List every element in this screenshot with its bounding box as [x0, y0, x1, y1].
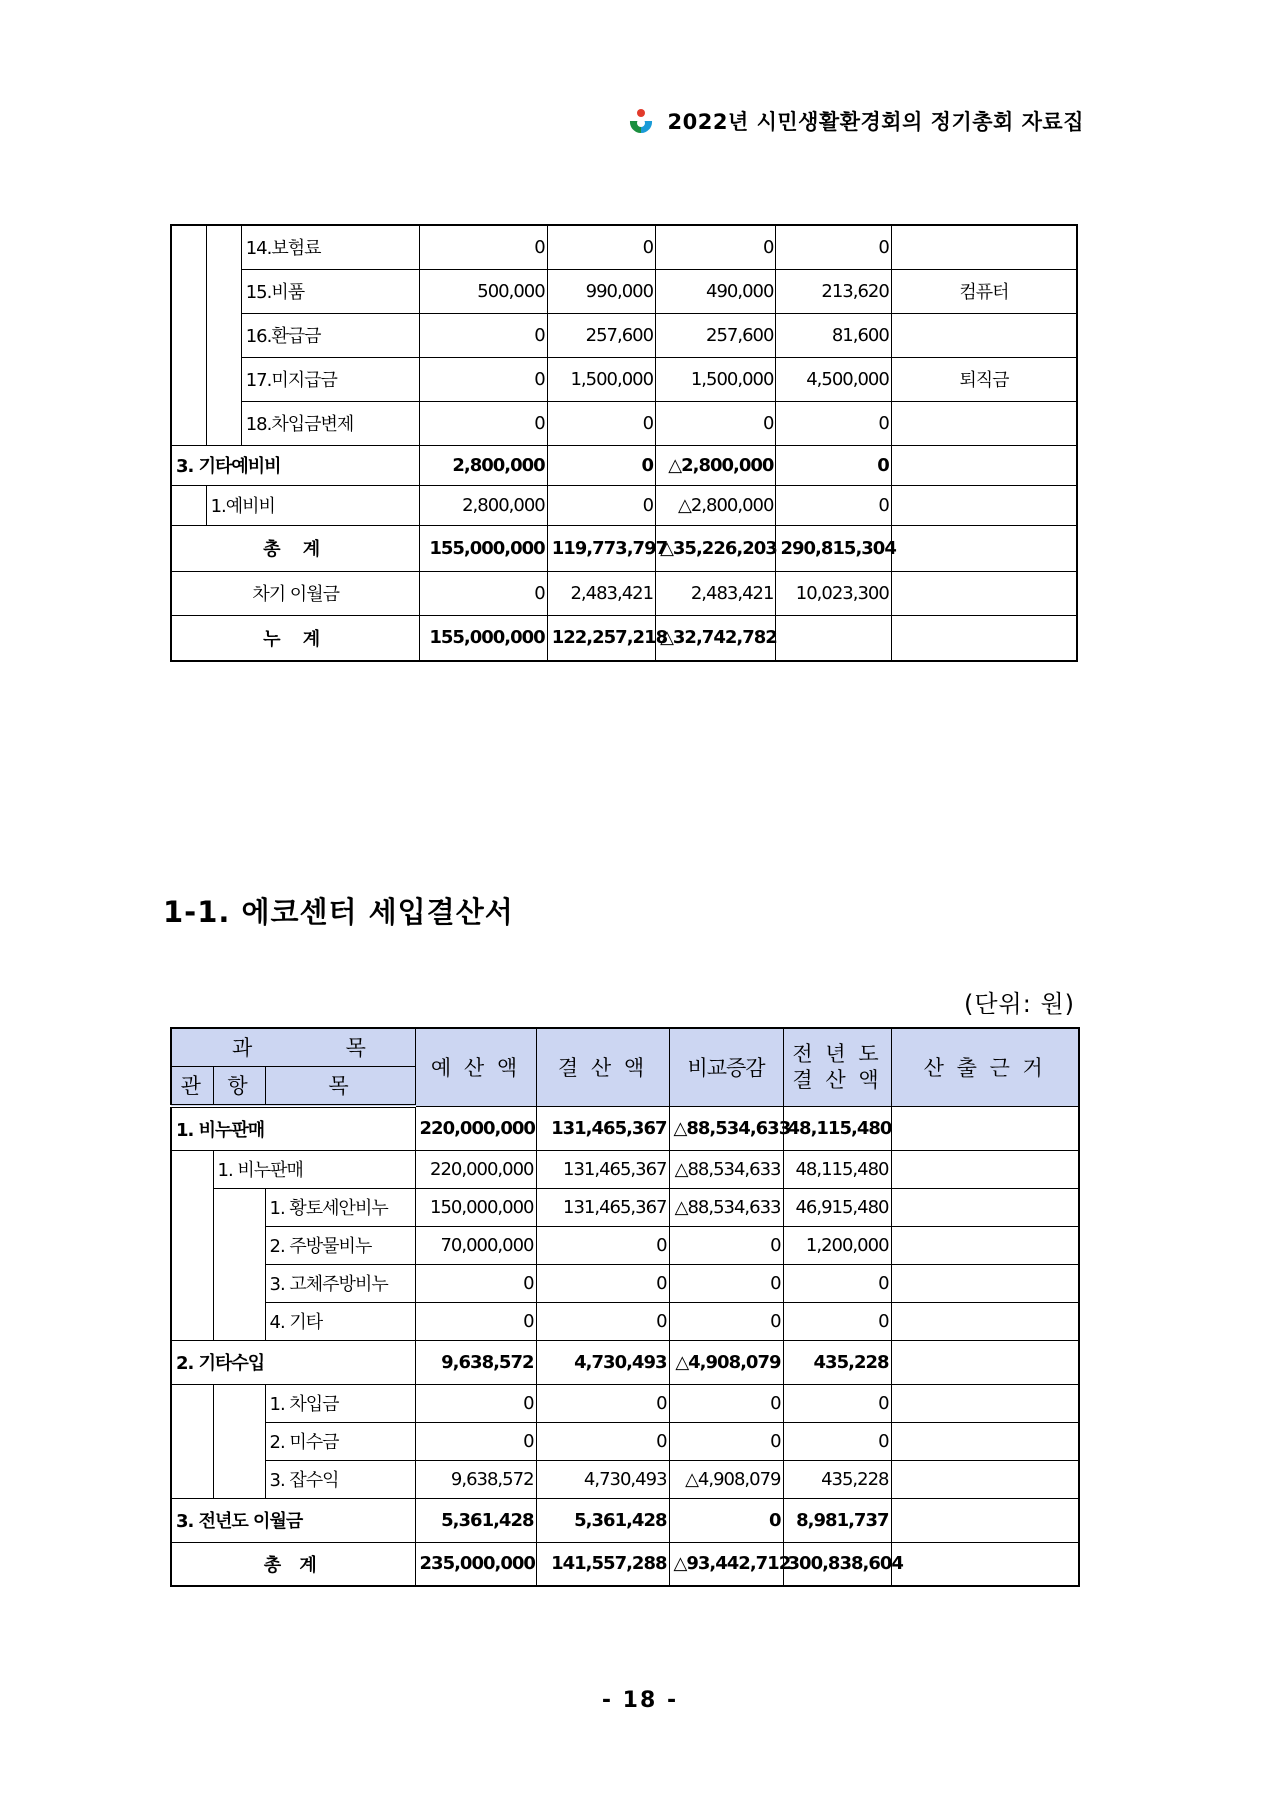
budget-amount: 9,638,572 — [415, 1340, 536, 1384]
settled-amount: 0 — [536, 1422, 669, 1460]
header-prev-year — [783, 1028, 891, 1106]
difference-amount: 0 — [669, 1302, 783, 1340]
prev-year-amount: 435,228 — [783, 1340, 891, 1384]
difference-amount: 0 — [656, 401, 776, 445]
header-category-left: 과 — [232, 1036, 253, 1061]
calculation-basis: 퇴직금 — [891, 357, 1077, 401]
table-row — [171, 357, 1077, 401]
settled-amount: 990,000 — [547, 269, 655, 313]
header-difference: 비교증감 — [669, 1028, 783, 1106]
prev-year-amount: 0 — [783, 1302, 891, 1340]
difference-amount: △35,226,203 — [656, 525, 776, 571]
calculation-basis — [891, 1106, 1079, 1150]
difference-amount: 1,500,000 — [656, 357, 776, 401]
table-row — [171, 225, 1077, 269]
settled-amount: 119,773,797 — [547, 525, 655, 571]
table-row-group — [171, 1106, 1079, 1150]
budget-amount: 0 — [415, 1422, 536, 1460]
calculation-basis — [891, 1226, 1079, 1264]
table-row — [171, 1302, 1079, 1340]
item-name: 2. 미수금 — [265, 1422, 415, 1460]
settled-amount: 122,257,218 — [547, 615, 655, 661]
carryover-row — [171, 571, 1077, 615]
header-prev-year-line1: 전 년 도 — [792, 1042, 882, 1067]
budget-amount: 5,361,428 — [415, 1498, 536, 1542]
prev-year-amount: 300,838,604 — [783, 1542, 891, 1586]
prev-year-amount: 0 — [783, 1422, 891, 1460]
table-row-group — [171, 1498, 1079, 1542]
budget-amount: 0 — [415, 1384, 536, 1422]
prev-year-amount: 4,500,000 — [776, 357, 891, 401]
settled-amount: 131,465,367 — [536, 1106, 669, 1150]
settled-amount: 0 — [547, 401, 655, 445]
prev-year-amount: 213,620 — [776, 269, 891, 313]
page-number: - 18 - — [601, 1688, 679, 1713]
difference-amount: 0 — [669, 1498, 783, 1542]
difference-amount: △88,534,633 — [669, 1188, 783, 1226]
budget-amount: 0 — [420, 571, 547, 615]
section-title: 1-1. 에코센터 세입결산서 — [163, 895, 514, 929]
calculation-basis — [891, 615, 1077, 661]
settled-amount: 141,557,288 — [536, 1542, 669, 1586]
prev-year-amount — [776, 615, 891, 661]
table-row — [171, 1150, 1079, 1188]
settled-amount: 131,465,367 — [536, 1150, 669, 1188]
settled-amount: 0 — [536, 1226, 669, 1264]
carryover-label: 차기 이월금 — [171, 571, 420, 615]
settled-amount: 0 — [536, 1384, 669, 1422]
difference-amount: △2,800,000 — [656, 445, 776, 485]
calculation-basis — [891, 445, 1077, 485]
table-row — [171, 485, 1077, 525]
header-row — [171, 1028, 1079, 1066]
item-name: 18.차입금변제 — [241, 401, 420, 445]
budget-amount: 0 — [415, 1264, 536, 1302]
expense-settlement-table-continued — [170, 224, 1078, 662]
calculation-basis — [891, 1384, 1079, 1422]
prev-year-amount: 8,981,737 — [783, 1498, 891, 1542]
settled-amount: 0 — [536, 1264, 669, 1302]
difference-amount: △2,800,000 — [656, 485, 776, 525]
header-hang: 항 — [213, 1066, 265, 1106]
settled-amount: 2,483,421 — [547, 571, 655, 615]
item-name: 3. 잡수익 — [265, 1460, 415, 1498]
item-name: 1. 차입금 — [265, 1384, 415, 1422]
difference-amount: 0 — [656, 225, 776, 269]
header-settled: 결 산 액 — [536, 1028, 669, 1106]
difference-amount: △88,534,633 — [669, 1150, 783, 1188]
calculation-basis: 컴퓨터 — [891, 269, 1077, 313]
group-name: 3. 전년도 이월금 — [171, 1498, 415, 1542]
settled-amount: 1,500,000 — [547, 357, 655, 401]
budget-amount: 9,638,572 — [415, 1460, 536, 1498]
budget-amount: 220,000,000 — [415, 1150, 536, 1188]
group-name: 3. 기타예비비 — [171, 445, 420, 485]
prev-year-amount: 48,115,480 — [783, 1106, 891, 1150]
difference-amount: 2,483,421 — [656, 571, 776, 615]
calculation-basis — [891, 1188, 1079, 1226]
total-row — [171, 525, 1077, 571]
prev-year-amount: 290,815,304 — [776, 525, 891, 571]
calculation-basis — [891, 1340, 1079, 1384]
budget-amount: 155,000,000 — [420, 525, 547, 571]
prev-year-amount: 0 — [776, 401, 891, 445]
table-row-group — [171, 445, 1077, 485]
prev-year-amount: 0 — [776, 485, 891, 525]
header-budget: 예 산 액 — [415, 1028, 536, 1106]
table-row — [171, 269, 1077, 313]
budget-amount: 2,800,000 — [420, 445, 547, 485]
table-row — [171, 1384, 1079, 1422]
table-row-group — [171, 1340, 1079, 1384]
prev-year-amount: 0 — [776, 225, 891, 269]
item-name: 4. 기타 — [265, 1302, 415, 1340]
calculation-basis — [891, 485, 1077, 525]
prev-year-amount: 435,228 — [783, 1460, 891, 1498]
budget-amount: 500,000 — [420, 269, 547, 313]
difference-amount: △93,442,712 — [669, 1542, 783, 1586]
difference-amount: △88,534,633 — [669, 1106, 783, 1150]
settled-amount: 5,361,428 — [536, 1498, 669, 1542]
table-row — [171, 1226, 1079, 1264]
settled-amount: 131,465,367 — [536, 1188, 669, 1226]
settled-amount: 0 — [536, 1302, 669, 1340]
difference-amount: 0 — [669, 1384, 783, 1422]
group-name: 2. 기타수입 — [171, 1340, 415, 1384]
budget-amount: 0 — [420, 357, 547, 401]
table-row — [171, 401, 1077, 445]
group-name: 1. 비누판매 — [171, 1106, 415, 1150]
difference-amount: 0 — [669, 1422, 783, 1460]
total-row — [171, 1542, 1079, 1586]
cumulative-label: 누 계 — [171, 615, 420, 661]
item-name: 16.환급금 — [241, 313, 420, 357]
difference-amount: 257,600 — [656, 313, 776, 357]
total-label: 총 계 — [171, 525, 420, 571]
budget-amount: 2,800,000 — [420, 485, 547, 525]
calculation-basis — [891, 571, 1077, 615]
difference-amount: △4,908,079 — [669, 1460, 783, 1498]
prev-year-amount: 0 — [776, 445, 891, 485]
circle-dots-logo-icon — [626, 106, 656, 136]
unit-note: (단위: 원) — [964, 990, 1075, 1018]
table-row — [171, 1422, 1079, 1460]
item-name: 15.비품 — [241, 269, 420, 313]
prev-year-amount: 1,200,000 — [783, 1226, 891, 1264]
item-name: 1. 황토세안비누 — [265, 1188, 415, 1226]
budget-amount: 0 — [415, 1302, 536, 1340]
cumulative-row — [171, 615, 1077, 661]
budget-amount: 0 — [420, 225, 547, 269]
budget-amount: 0 — [420, 313, 547, 357]
header-category-right: 목 — [345, 1036, 366, 1061]
subgroup-name: 1. 비누판매 — [213, 1150, 415, 1188]
budget-amount: 235,000,000 — [415, 1542, 536, 1586]
difference-amount: 0 — [669, 1264, 783, 1302]
calculation-basis — [891, 1460, 1079, 1498]
table-row — [171, 1460, 1079, 1498]
page-header — [614, 104, 1084, 138]
calculation-basis — [891, 1542, 1079, 1586]
budget-amount: 220,000,000 — [415, 1106, 536, 1150]
item-name: 3. 고체주방비누 — [265, 1264, 415, 1302]
budget-amount: 0 — [420, 401, 547, 445]
table-row — [171, 1264, 1079, 1302]
table-row — [171, 1188, 1079, 1226]
calculation-basis — [891, 1498, 1079, 1542]
settled-amount: 4,730,493 — [536, 1340, 669, 1384]
difference-amount: △4,908,079 — [669, 1340, 783, 1384]
difference-amount: △32,742,782 — [656, 615, 776, 661]
total-label: 총 계 — [171, 1542, 415, 1586]
prev-year-amount: 46,915,480 — [783, 1188, 891, 1226]
calculation-basis — [891, 401, 1077, 445]
budget-amount: 150,000,000 — [415, 1188, 536, 1226]
prev-year-amount: 0 — [783, 1384, 891, 1422]
header-mok: 목 — [265, 1066, 415, 1106]
calculation-basis — [891, 313, 1077, 357]
calculation-basis — [891, 525, 1077, 571]
item-name: 1.예비비 — [206, 485, 420, 525]
header-calculation-basis: 산 출 근 거 — [891, 1028, 1079, 1106]
header-prev-year-line2: 결 산 액 — [792, 1068, 882, 1093]
settled-amount: 257,600 — [547, 313, 655, 357]
header-category — [171, 1028, 415, 1066]
revenue-settlement-table — [170, 1027, 1080, 1587]
calculation-basis — [891, 1422, 1079, 1460]
calculation-basis — [891, 1264, 1079, 1302]
settled-amount: 0 — [547, 485, 655, 525]
header-gwan: 관 — [171, 1066, 213, 1106]
prev-year-amount: 48,115,480 — [783, 1150, 891, 1188]
prev-year-amount: 81,600 — [776, 313, 891, 357]
calculation-basis — [891, 1150, 1079, 1188]
prev-year-amount: 0 — [783, 1264, 891, 1302]
budget-amount: 155,000,000 — [420, 615, 547, 661]
calculation-basis — [891, 1302, 1079, 1340]
settled-amount: 4,730,493 — [536, 1460, 669, 1498]
prev-year-amount: 10,023,300 — [776, 571, 891, 615]
item-name: 2. 주방물비누 — [265, 1226, 415, 1264]
table-row — [171, 313, 1077, 357]
document-title: 2022년 시민생활환경회의 정기총회 자료집 — [667, 110, 1084, 134]
difference-amount: 0 — [669, 1226, 783, 1264]
difference-amount: 490,000 — [656, 269, 776, 313]
item-name: 14.보험료 — [241, 225, 420, 269]
settled-amount: 0 — [547, 225, 655, 269]
settled-amount: 0 — [547, 445, 655, 485]
calculation-basis — [891, 225, 1077, 269]
budget-amount: 70,000,000 — [415, 1226, 536, 1264]
item-name: 17.미지급금 — [241, 357, 420, 401]
